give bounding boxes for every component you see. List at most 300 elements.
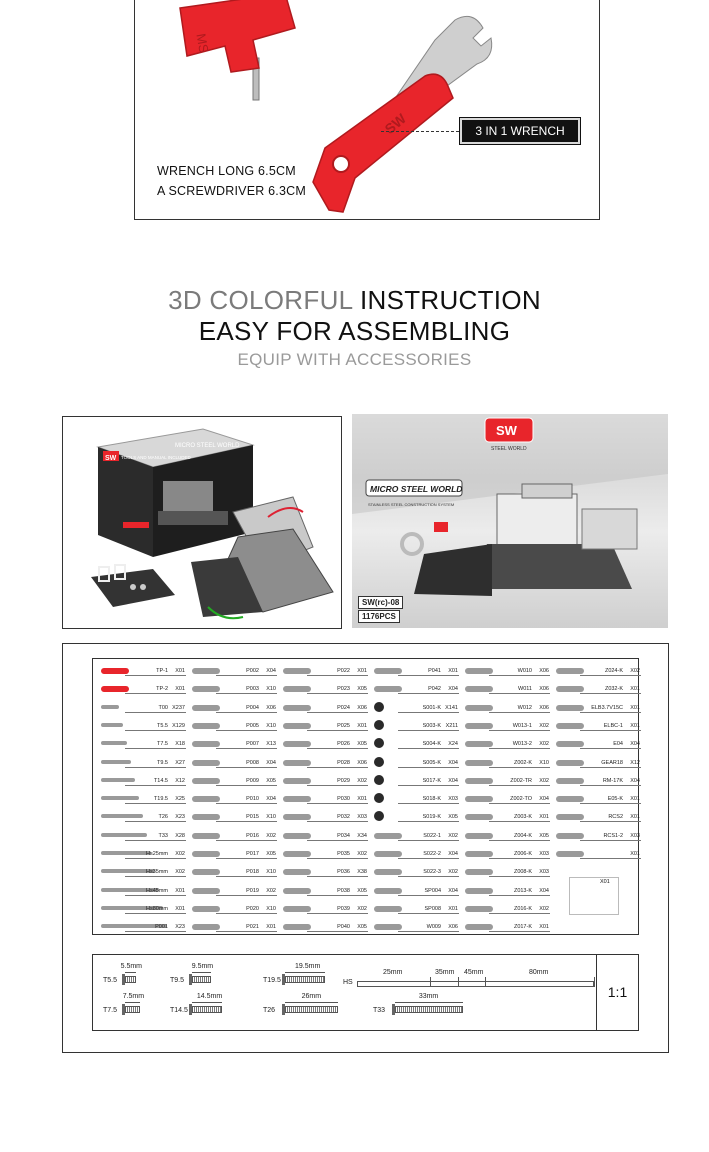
part-item <box>95 864 186 880</box>
part-underline <box>307 913 368 914</box>
parts-column-3 <box>277 659 368 934</box>
part-underline <box>125 876 186 877</box>
part-quantity: X02 <box>357 777 367 784</box>
part-underline <box>216 785 277 786</box>
box-title: MICRO STEEL WORLD <box>175 443 240 449</box>
part-underline <box>398 913 459 914</box>
part-thumbnail <box>283 705 311 711</box>
part-code: Z002-TR <box>510 777 532 784</box>
dimension-line <box>395 1002 463 1003</box>
parts-column-1 <box>95 659 186 934</box>
part-quantity: X04 <box>630 777 640 784</box>
part-thumbnail <box>101 851 151 855</box>
part-underline <box>398 931 459 932</box>
part-quantity: X03 <box>630 832 640 839</box>
part-code: P020 <box>246 905 259 912</box>
part-code: P026 <box>337 741 350 748</box>
screw-code: T9.5 <box>170 977 185 984</box>
part-item <box>459 828 550 844</box>
part-thumbnail <box>465 741 493 747</box>
part-thumbnail <box>192 705 220 711</box>
part-underline <box>489 895 550 896</box>
part-underline <box>125 895 186 896</box>
part-underline <box>489 876 550 877</box>
part-code: Z032-K <box>604 686 623 693</box>
hs-length-label: 25mm <box>383 969 403 976</box>
parts-column-2 <box>186 659 277 934</box>
part-item <box>186 919 277 935</box>
part-code: E04 <box>613 741 623 748</box>
part-quantity: X04 <box>539 796 549 803</box>
part-item <box>277 846 368 862</box>
part-item <box>95 700 186 716</box>
part-thumbnail <box>465 778 493 784</box>
part-thumbnail <box>101 814 143 818</box>
part-thumbnail <box>465 924 493 930</box>
headline-instruction: INSTRUCTION <box>359 285 541 315</box>
part-code: ELB3.7V15C <box>591 704 623 711</box>
part-code: TP-1 <box>156 668 168 674</box>
part-quantity: X02 <box>266 832 276 839</box>
part-code: Hs80mm <box>145 905 168 912</box>
dimension-line <box>125 1002 140 1003</box>
part-thumbnail <box>283 924 311 930</box>
part-code: RCS1-2 <box>603 832 623 839</box>
part-underline <box>216 840 277 841</box>
part-code: S004-K <box>422 741 441 748</box>
wrench-panel <box>134 0 600 220</box>
part-underline <box>580 767 641 768</box>
part-quantity: X01 <box>175 686 185 693</box>
part-code: P023 <box>337 686 350 693</box>
part-quantity: X03 <box>539 869 549 876</box>
screw-drawing <box>192 976 211 983</box>
screw-drawing <box>285 976 325 983</box>
part-thumbnail <box>101 723 123 727</box>
part-underline <box>216 895 277 896</box>
part-code: P010 <box>246 796 259 803</box>
part-code: P019 <box>246 887 259 894</box>
part-thumbnail <box>556 723 584 729</box>
part-thumbnail <box>465 906 493 912</box>
part-thumbnail <box>374 851 402 857</box>
part-thumbnail <box>556 741 584 747</box>
part-thumbnail <box>374 738 384 748</box>
part-thumbnail <box>374 686 402 692</box>
part-item <box>368 828 459 844</box>
parts-column-5 <box>459 659 550 934</box>
part-underline <box>580 675 641 676</box>
part-quantity: X05 <box>539 832 549 839</box>
part-quantity: X34 <box>357 832 367 839</box>
part-quantity: X01 <box>630 722 640 729</box>
part-quantity: X01 <box>630 814 640 821</box>
part-code: T14.5 <box>153 777 168 784</box>
part-item <box>368 736 459 752</box>
scale-ratio: 1:1 <box>607 984 628 1000</box>
part-underline <box>307 712 368 713</box>
part-underline <box>489 821 550 822</box>
part-underline <box>125 913 186 914</box>
part-quantity: X141 <box>445 704 458 711</box>
part-code: P024 <box>337 704 350 711</box>
dimension-line <box>285 972 325 973</box>
part-thumbnail <box>374 702 384 712</box>
part-thumbnail <box>556 796 584 802</box>
part-item <box>368 864 459 880</box>
part-quantity: X12 <box>630 759 640 766</box>
hs-length-label: 45mm <box>464 969 484 976</box>
part-code: P035 <box>337 851 350 857</box>
part-quantity: X02 <box>539 905 549 912</box>
part-quantity: X02 <box>357 851 367 857</box>
part-thumbnail <box>101 760 131 764</box>
part-underline <box>125 840 186 841</box>
part-quantity: X211 <box>445 722 458 729</box>
part-quantity: X01 <box>266 924 276 931</box>
part-item <box>95 755 186 771</box>
part-code: Hs25mm <box>145 851 168 857</box>
screw-length-label: 14.5mm <box>196 993 223 1000</box>
part-underline <box>580 730 641 731</box>
part-thumbnail <box>465 723 493 729</box>
part-thumbnail <box>374 906 402 912</box>
part-quantity: X01 <box>357 668 367 674</box>
part-code: S019-K <box>422 814 441 821</box>
part-code: P018 <box>246 869 259 876</box>
part-item <box>277 718 368 734</box>
part-thumbnail <box>465 705 493 711</box>
part-underline <box>398 730 459 731</box>
part-underline <box>398 803 459 804</box>
part-underline <box>398 858 459 859</box>
part-quantity: X10 <box>266 814 276 821</box>
part-thumbnail <box>283 686 311 692</box>
part-underline <box>125 767 186 768</box>
part-code: T33 <box>158 832 168 839</box>
dimension-line <box>285 1002 338 1003</box>
part-underline <box>307 767 368 768</box>
part-thumbnail <box>374 775 384 785</box>
part-underline <box>307 803 368 804</box>
box-illustration <box>63 417 342 629</box>
part-quantity: X02 <box>539 741 549 748</box>
part-code: T7.5 <box>156 741 168 748</box>
part-underline <box>489 803 550 804</box>
hs-length-tick <box>594 977 595 987</box>
part-underline <box>125 803 186 804</box>
screw-drawing <box>125 1006 140 1013</box>
part-code: P009 <box>246 777 259 784</box>
part-thumbnail <box>192 723 220 729</box>
part-code: P021 <box>246 924 259 931</box>
part-item <box>368 846 459 862</box>
parts-grid <box>92 658 639 935</box>
part-item <box>95 809 186 825</box>
part-item <box>95 736 186 752</box>
part-code: RCS2 <box>608 814 623 821</box>
product-box-photo <box>62 416 342 629</box>
part-underline <box>125 748 186 749</box>
part-quantity: X02 <box>448 869 458 876</box>
part-underline <box>216 931 277 932</box>
part-underline <box>489 712 550 713</box>
part-item <box>95 773 186 789</box>
part-thumbnail <box>192 778 220 784</box>
part-item <box>459 791 550 807</box>
part-quantity: X27 <box>175 759 185 766</box>
part-code: T9.5 <box>156 759 168 766</box>
part-quantity: X04 <box>266 668 276 674</box>
part-item <box>368 700 459 716</box>
part-underline <box>307 840 368 841</box>
part-code: P016 <box>246 832 259 839</box>
part-item <box>95 663 186 679</box>
part-quantity: X10 <box>266 722 276 729</box>
part-code: Z003-K <box>513 814 532 821</box>
extra-accessory-qty: X01 <box>600 879 610 885</box>
screw-code: T26 <box>263 1007 276 1014</box>
hs-length-tick <box>458 977 459 987</box>
part-item <box>550 809 641 825</box>
part-underline <box>398 821 459 822</box>
part-quantity: X02 <box>357 905 367 912</box>
part-item <box>186 864 277 880</box>
part-item <box>95 883 186 899</box>
part-thumbnail <box>556 851 584 857</box>
hs-length-label: 35mm <box>435 969 455 976</box>
screw-drawing <box>125 976 136 983</box>
part-quantity: X38 <box>357 869 367 876</box>
part-item <box>186 700 277 716</box>
part-item <box>459 883 550 899</box>
part-underline <box>216 730 277 731</box>
screw-drawing <box>285 1006 338 1013</box>
manual-cover-photo <box>352 414 668 628</box>
part-item <box>95 828 186 844</box>
part-item <box>550 846 641 862</box>
part-item <box>550 755 641 771</box>
part-code: T5.5 <box>156 722 168 729</box>
part-item <box>459 864 550 880</box>
dimension-line <box>125 972 136 973</box>
part-thumbnail <box>283 668 311 674</box>
part-underline <box>216 693 277 694</box>
part-code: Z017-K <box>513 924 532 931</box>
part-underline <box>125 693 186 694</box>
part-item <box>186 791 277 807</box>
part-code: P025 <box>337 722 350 729</box>
part-quantity: X06 <box>357 704 367 711</box>
part-underline <box>489 913 550 914</box>
part-underline <box>307 730 368 731</box>
part-quantity: X10 <box>266 686 276 693</box>
part-code: RM-17K <box>602 777 623 784</box>
part-item <box>368 773 459 789</box>
part-item <box>95 791 186 807</box>
part-item <box>277 919 368 935</box>
part-thumbnail <box>192 869 220 875</box>
screw-drawing <box>395 1006 463 1013</box>
part-code: P032 <box>337 814 350 821</box>
part-item <box>277 663 368 679</box>
screw-code: T7.5 <box>103 1007 118 1014</box>
part-code: E05-K <box>607 796 623 803</box>
t-handle-marking: MS <box>193 32 212 55</box>
part-thumbnail <box>374 757 384 767</box>
part-quantity: X06 <box>539 704 549 711</box>
part-underline <box>216 858 277 859</box>
part-thumbnail <box>556 814 584 820</box>
part-quantity: X05 <box>357 924 367 931</box>
part-underline <box>307 858 368 859</box>
part-underline <box>398 693 459 694</box>
part-code: S022-2 <box>423 851 441 857</box>
part-item <box>95 846 186 862</box>
part-underline <box>125 931 186 932</box>
part-item <box>459 681 550 697</box>
part-thumbnail <box>192 906 220 912</box>
part-quantity: X01 <box>630 796 640 803</box>
part-quantity: X01 <box>539 924 549 931</box>
screw-length-label: 26mm <box>301 993 322 1000</box>
part-underline <box>125 675 186 676</box>
part-item <box>277 681 368 697</box>
part-item <box>368 718 459 734</box>
headline-line2: EASY FOR ASSEMBLING <box>198 316 511 346</box>
part-item <box>368 755 459 771</box>
part-item <box>277 773 368 789</box>
part-item <box>550 773 641 789</box>
part-underline <box>125 785 186 786</box>
part-underline <box>216 712 277 713</box>
part-quantity: X13 <box>266 741 276 748</box>
part-underline <box>489 858 550 859</box>
part-code: Hs45mm <box>145 887 168 894</box>
dimension-line <box>192 972 211 973</box>
part-item <box>459 663 550 679</box>
part-code: W013-2 <box>512 741 532 748</box>
part-item <box>277 755 368 771</box>
part-underline <box>398 748 459 749</box>
part-item <box>459 736 550 752</box>
part-quantity: X04 <box>448 887 458 894</box>
part-underline <box>580 693 641 694</box>
part-code: P040 <box>337 924 350 931</box>
part-underline <box>125 858 186 859</box>
part-underline <box>125 712 186 713</box>
part-code: Z006-K <box>513 851 532 857</box>
part-quantity: X01 <box>357 722 367 729</box>
hs-length-tick <box>485 977 486 987</box>
manual-subtitle: STAINLESS STEEL CONSTRUCTION SYSTEM <box>368 502 455 507</box>
part-quantity: X02 <box>539 777 549 784</box>
part-thumbnail <box>101 686 129 692</box>
part-underline <box>398 895 459 896</box>
part-item <box>459 700 550 716</box>
part-item <box>95 681 186 697</box>
part-quantity: X04 <box>448 851 458 857</box>
part-quantity: X10 <box>266 869 276 876</box>
part-quantity: X25 <box>175 796 185 803</box>
screw-length-label: 9.5mm <box>191 963 214 970</box>
part-quantity: X05 <box>357 887 367 894</box>
part-underline <box>307 748 368 749</box>
screw-length-label: 5.5mm <box>120 963 143 970</box>
part-quantity: X23 <box>175 924 185 931</box>
part-thumbnail <box>374 888 402 894</box>
part-thumbnail <box>556 686 584 692</box>
part-underline <box>216 913 277 914</box>
spec-wrench-length: WRENCH LONG 6.5CM <box>157 164 296 178</box>
part-item <box>186 828 277 844</box>
part-item <box>459 755 550 771</box>
part-item <box>368 809 459 825</box>
part-underline <box>580 712 641 713</box>
part-underline <box>489 748 550 749</box>
part-quantity: X04 <box>448 759 458 766</box>
part-code: W013-1 <box>512 722 532 729</box>
part-quantity: X06 <box>266 704 276 711</box>
part-quantity: X23 <box>175 814 185 821</box>
part-code: P007 <box>246 741 259 748</box>
part-thumbnail <box>283 760 311 766</box>
part-underline <box>216 767 277 768</box>
part-thumbnail <box>556 760 584 766</box>
part-underline <box>307 931 368 932</box>
part-thumbnail <box>374 793 384 803</box>
part-underline <box>489 840 550 841</box>
part-item <box>459 919 550 935</box>
part-quantity: X01 <box>448 905 458 912</box>
part-underline <box>307 821 368 822</box>
headline-colorful: 3D COLORFUL <box>168 285 353 315</box>
part-underline <box>216 876 277 877</box>
part-quantity: X01 <box>448 668 458 674</box>
headline-line1 <box>0 285 709 316</box>
part-underline <box>307 693 368 694</box>
part-item <box>186 718 277 734</box>
part-quantity: X01 <box>630 704 640 711</box>
part-item <box>277 883 368 899</box>
part-quantity: X01 <box>630 851 640 857</box>
part-quantity: X05 <box>448 814 458 821</box>
part-thumbnail <box>192 814 220 820</box>
part-item <box>550 663 641 679</box>
part-code: Z013-K <box>513 887 532 894</box>
part-quantity: X06 <box>539 668 549 674</box>
part-code: Z008-K <box>513 869 532 876</box>
hs-length-tick <box>430 977 431 987</box>
part-underline <box>398 712 459 713</box>
part-underline <box>489 675 550 676</box>
part-thumbnail <box>283 833 311 839</box>
part-thumbnail <box>465 814 493 820</box>
part-quantity: X01 <box>175 905 185 912</box>
part-item <box>277 809 368 825</box>
part-code: W012 <box>517 704 532 711</box>
part-thumbnail <box>283 814 311 820</box>
part-thumbnail <box>374 811 384 821</box>
part-quantity: X18 <box>175 741 185 748</box>
part-thumbnail <box>374 924 402 930</box>
part-code: P017 <box>246 851 259 857</box>
part-code: T00 <box>158 704 168 711</box>
part-code: P036 <box>337 869 350 876</box>
part-quantity: X129 <box>172 722 185 729</box>
part-code: W010 <box>517 668 532 674</box>
part-thumbnail <box>465 888 493 894</box>
